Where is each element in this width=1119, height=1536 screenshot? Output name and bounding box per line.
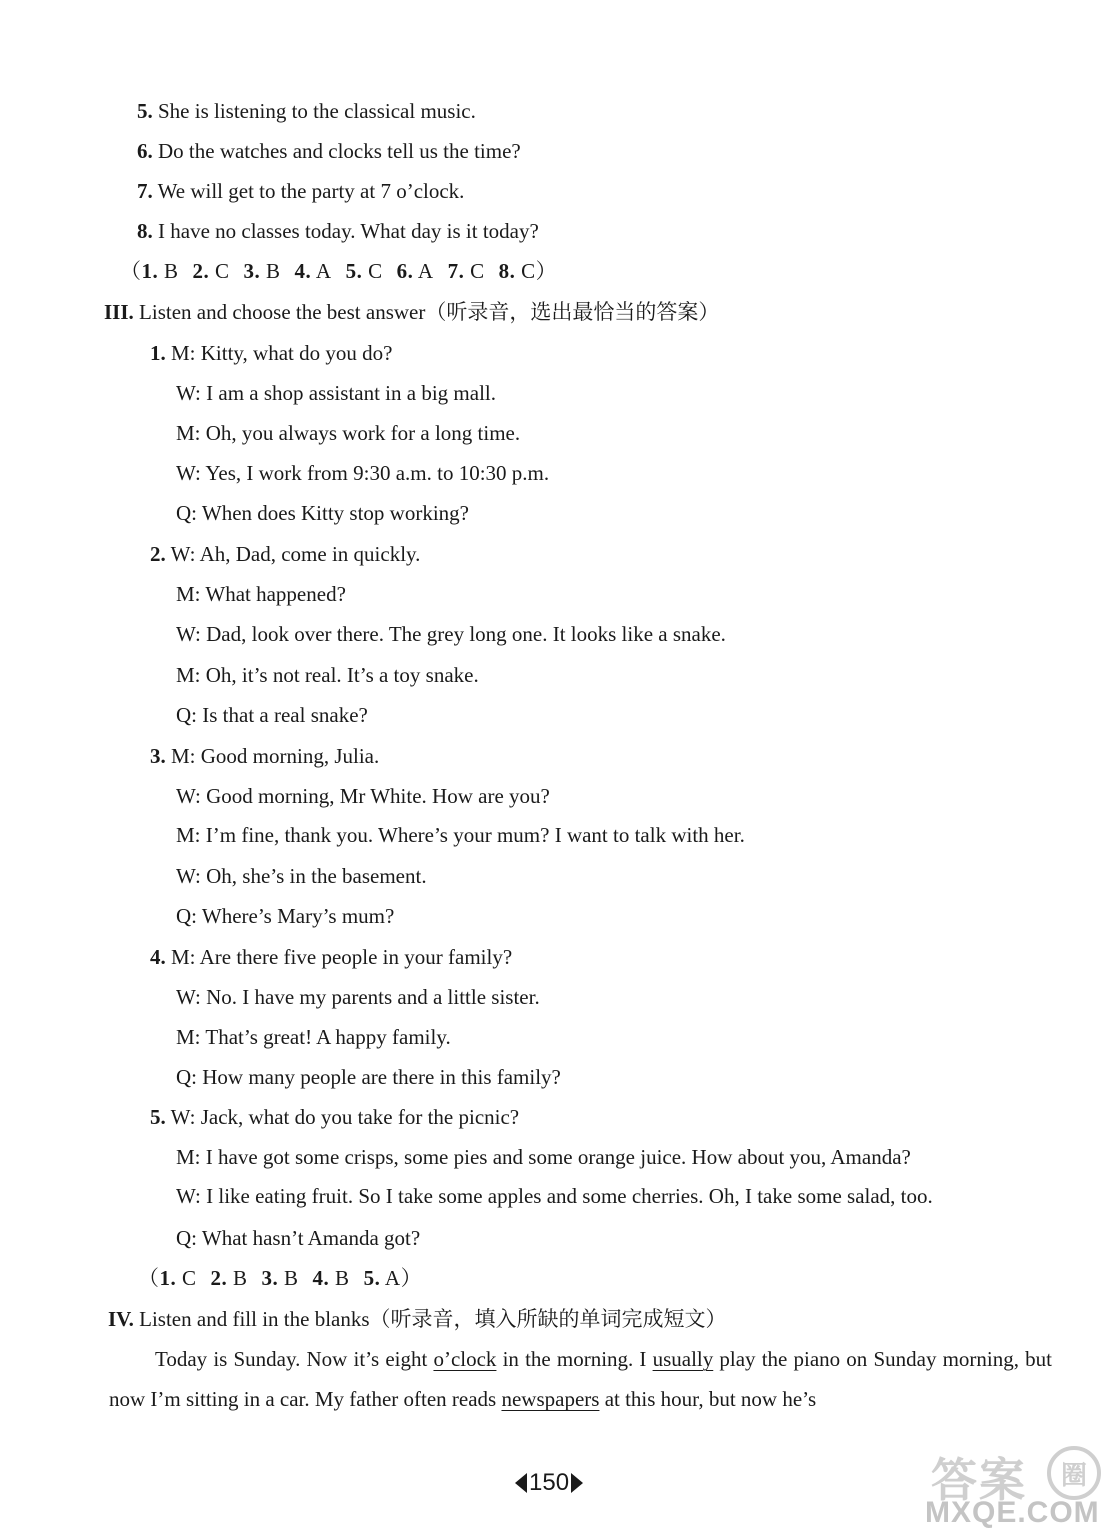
dialogue-4: 4. M: Are there five people in your family? <box>150 945 513 969</box>
right-arrow-icon <box>571 1473 583 1493</box>
section-numeral: III. <box>104 300 134 324</box>
dialogue-line: W: Oh, she’s in the basement. <box>176 864 427 888</box>
item-text: I have no classes today. What day is it today? <box>152 219 539 243</box>
fill-in-passage: Today is Sunday. Now it’s eight o’clock in the morning. I usually play the piano on Sunday morning, but now I’m sitting in a car. My father often reads newspapers at this hour, but now he’s <box>109 1347 1052 1411</box>
watermark-seal-icon: 圈 <box>1047 1446 1101 1500</box>
item-number: 5. <box>137 99 153 123</box>
dialogue-line: W: Good morning, Mr White. How are you? <box>176 784 550 808</box>
section-3-heading <box>104 299 719 325</box>
dialogue-question: Q: What hasn’t Amanda got? <box>176 1226 421 1250</box>
item-number: 6. <box>137 139 153 163</box>
dialogue-question: Q: Where’s Mary’s mum? <box>176 904 395 928</box>
section-4-heading <box>108 1306 727 1332</box>
section-title: Listen and fill in the blanks（听录音，填入所缺的单词完成短文） <box>133 1307 727 1331</box>
item-7 <box>137 178 464 204</box>
dialogue-3: 3. M: Good morning, Julia. <box>150 744 380 768</box>
page-number-text: 150 <box>529 1469 570 1496</box>
dialogue-line: M: What happened? <box>176 582 346 606</box>
item-number: 8. <box>137 219 153 243</box>
filled-blank: newspapers <box>501 1387 600 1411</box>
left-arrow-icon <box>515 1473 527 1493</box>
item-text: We will get to the party at 7 o’clock. <box>152 179 465 203</box>
answer-key-section-2: （1. B 2. C 3. B 4. A 5. C 6. A 7. C 8. C） <box>120 259 558 283</box>
dialogue-line: W: Yes, I work from 9:30 a.m. to 10:30 p.m. <box>176 461 550 485</box>
watermark-logo <box>919 1444 1107 1530</box>
item-text: She is listening to the classical music. <box>152 99 476 123</box>
item-6 <box>137 138 521 164</box>
dialogue-line: M: I’m fine, thank you. Where’s your mum? I want to talk with her. <box>176 823 745 847</box>
dialogue-line: W: I am a shop assistant in a big mall. <box>176 381 496 405</box>
dialogue-line: W: Dad, look over there. The grey long one. It looks like a snake. <box>176 622 726 646</box>
answer-key-section-3: （1. C 2. B 3. B 4. B 5. A） <box>138 1266 423 1290</box>
item-number: 7. <box>137 179 153 203</box>
dialogue-5: 5. W: Jack, what do you take for the picnic? <box>150 1105 520 1129</box>
dialogue-line: M: Oh, it’s not real. It’s a toy snake. <box>176 663 479 687</box>
dialogue-question: Q: When does Kitty stop working? <box>176 501 469 525</box>
filled-blank: o’clock <box>433 1347 497 1371</box>
section-numeral: IV. <box>108 1307 134 1331</box>
dialogue-question: Q: How many people are there in this family? <box>176 1065 561 1089</box>
item-5 <box>137 98 476 124</box>
page-number <box>515 1466 583 1500</box>
watermark-url: MXQE.COM <box>925 1496 1100 1529</box>
dialogue-line: M: Oh, you always work for a long time. <box>176 421 521 445</box>
item-8 <box>137 218 539 244</box>
section-title: Listen and choose the best answer（听录音，选出最恰当的答案） <box>133 300 720 324</box>
dialogue-2: 2. W: Ah, Dad, come in quickly. <box>150 542 421 566</box>
dialogue-line: W: I like eating fruit. So I take some apples and some cherries. Oh, I take some salad, too. <box>176 1184 933 1208</box>
dialogue-line: M: I have got some crisps, some pies and some orange juice. How about you, Amanda? <box>176 1145 911 1169</box>
watermark-text: 答案 <box>931 1454 1027 1506</box>
dialogue-line: W: No. I have my parents and a little sister. <box>176 985 540 1009</box>
dialogue-question: Q: Is that a real snake? <box>176 703 368 727</box>
dialogue-1: 1. M: Kitty, what do you do? <box>150 341 393 365</box>
filled-blank: usually <box>652 1347 714 1371</box>
dialogue-line: M: That’s great! A happy family. <box>176 1025 451 1049</box>
item-text: Do the watches and clocks tell us the time? <box>152 139 521 163</box>
